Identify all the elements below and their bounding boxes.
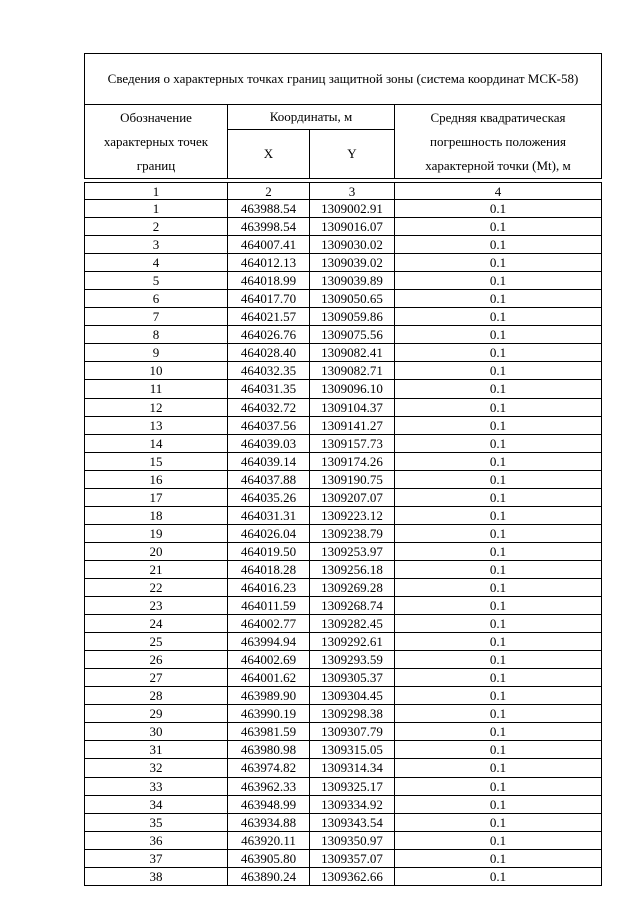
table-row bbox=[85, 434, 602, 452]
error-cell: 0.1 bbox=[395, 813, 602, 831]
coord-y-cell: 1309256.18 bbox=[310, 560, 395, 578]
point-number-cell: 18 bbox=[85, 506, 228, 524]
coord-y-cell: 1309082.41 bbox=[310, 344, 395, 362]
coord-x-cell: 464016.23 bbox=[228, 578, 310, 596]
error-cell: 0.1 bbox=[395, 651, 602, 669]
table-row bbox=[85, 795, 602, 813]
point-number-cell: 38 bbox=[85, 867, 228, 885]
error-cell: 0.1 bbox=[395, 452, 602, 470]
coord-y-cell: 1309307.79 bbox=[310, 723, 395, 741]
coord-x-cell: 464039.03 bbox=[228, 434, 310, 452]
point-number-cell: 35 bbox=[85, 813, 228, 831]
error-cell: 0.1 bbox=[395, 470, 602, 488]
coord-x-cell: 464002.77 bbox=[228, 615, 310, 633]
point-number-cell: 33 bbox=[85, 777, 228, 795]
table-title: Сведения о характерных точках границ защитной зоны (система координат МСК-58) bbox=[85, 54, 602, 105]
point-number-cell: 15 bbox=[85, 452, 228, 470]
point-number-cell: 5 bbox=[85, 272, 228, 290]
error-cell: 0.1 bbox=[395, 867, 602, 885]
table-row bbox=[85, 416, 602, 434]
coord-y-cell: 1309050.65 bbox=[310, 290, 395, 308]
error-cell: 0.1 bbox=[395, 849, 602, 867]
point-number-cell: 12 bbox=[85, 398, 228, 416]
coord-x-cell: 464026.04 bbox=[228, 524, 310, 542]
coord-y-cell: 1309174.26 bbox=[310, 452, 395, 470]
coord-y-cell: 1309016.07 bbox=[310, 218, 395, 236]
error-cell: 0.1 bbox=[395, 362, 602, 380]
table-row bbox=[85, 741, 602, 759]
coord-y-cell: 1309304.45 bbox=[310, 687, 395, 705]
point-number-cell: 19 bbox=[85, 524, 228, 542]
coord-y-cell: 1309039.02 bbox=[310, 254, 395, 272]
error-cell: 0.1 bbox=[395, 272, 602, 290]
coord-x-cell: 463990.19 bbox=[228, 705, 310, 723]
table-row bbox=[85, 560, 602, 578]
header-error: Средняя квадратическая погрешность положения характерной точки (Mt), м bbox=[395, 105, 602, 179]
error-cell: 0.1 bbox=[395, 254, 602, 272]
coord-y-cell: 1309059.86 bbox=[310, 308, 395, 326]
table-row bbox=[85, 705, 602, 723]
column-number-cell: 4 bbox=[395, 183, 602, 200]
coord-x-cell: 464035.26 bbox=[228, 488, 310, 506]
coord-y-cell: 1309314.34 bbox=[310, 759, 395, 777]
coord-y-cell: 1309002.91 bbox=[310, 200, 395, 218]
point-number-cell: 23 bbox=[85, 597, 228, 615]
table-row bbox=[85, 272, 602, 290]
coord-x-cell: 464017.70 bbox=[228, 290, 310, 308]
table-row bbox=[85, 218, 602, 236]
table-row bbox=[85, 542, 602, 560]
coord-x-cell: 464031.31 bbox=[228, 506, 310, 524]
point-number-cell: 14 bbox=[85, 434, 228, 452]
point-number-cell: 25 bbox=[85, 633, 228, 651]
table-row bbox=[85, 200, 602, 218]
coord-x-cell: 463974.82 bbox=[228, 759, 310, 777]
coord-y-cell: 1309325.17 bbox=[310, 777, 395, 795]
point-number-cell: 34 bbox=[85, 795, 228, 813]
point-number-cell: 3 bbox=[85, 236, 228, 254]
error-cell: 0.1 bbox=[395, 633, 602, 651]
coord-x-cell: 464002.69 bbox=[228, 651, 310, 669]
coord-y-cell: 1309039.89 bbox=[310, 272, 395, 290]
coord-x-cell: 463890.24 bbox=[228, 867, 310, 885]
table-row bbox=[85, 687, 602, 705]
coord-y-cell: 1309293.59 bbox=[310, 651, 395, 669]
point-number-cell: 17 bbox=[85, 488, 228, 506]
point-number-cell: 4 bbox=[85, 254, 228, 272]
table-row bbox=[85, 813, 602, 831]
column-number-row bbox=[85, 183, 602, 200]
table-row bbox=[85, 308, 602, 326]
coord-x-cell: 464039.14 bbox=[228, 452, 310, 470]
error-cell: 0.1 bbox=[395, 326, 602, 344]
coord-x-cell: 464007.41 bbox=[228, 236, 310, 254]
error-cell: 0.1 bbox=[395, 398, 602, 416]
table-row bbox=[85, 578, 602, 596]
error-cell: 0.1 bbox=[395, 506, 602, 524]
table-row bbox=[85, 759, 602, 777]
coord-y-cell: 1309334.92 bbox=[310, 795, 395, 813]
table-row bbox=[85, 849, 602, 867]
error-cell: 0.1 bbox=[395, 218, 602, 236]
point-number-cell: 28 bbox=[85, 687, 228, 705]
error-cell: 0.1 bbox=[395, 200, 602, 218]
coord-y-cell: 1309269.28 bbox=[310, 578, 395, 596]
table-row bbox=[85, 290, 602, 308]
data-table bbox=[84, 182, 602, 886]
error-cell: 0.1 bbox=[395, 578, 602, 596]
error-cell: 0.1 bbox=[395, 615, 602, 633]
point-number-cell: 24 bbox=[85, 615, 228, 633]
table-row bbox=[85, 524, 602, 542]
point-number-cell: 22 bbox=[85, 578, 228, 596]
point-number-cell: 30 bbox=[85, 723, 228, 741]
coord-y-cell: 1309305.37 bbox=[310, 669, 395, 687]
coord-x-cell: 464018.28 bbox=[228, 560, 310, 578]
coord-y-cell: 1309350.97 bbox=[310, 831, 395, 849]
header-table bbox=[84, 53, 602, 179]
coord-y-cell: 1309157.73 bbox=[310, 434, 395, 452]
coord-y-cell: 1309207.07 bbox=[310, 488, 395, 506]
error-cell: 0.1 bbox=[395, 669, 602, 687]
error-cell: 0.1 bbox=[395, 560, 602, 578]
table-row bbox=[85, 254, 602, 272]
coord-x-cell: 463998.54 bbox=[228, 218, 310, 236]
point-number-cell: 27 bbox=[85, 669, 228, 687]
coord-x-cell: 464019.50 bbox=[228, 542, 310, 560]
coord-x-cell: 463980.98 bbox=[228, 741, 310, 759]
error-cell: 0.1 bbox=[395, 290, 602, 308]
error-cell: 0.1 bbox=[395, 236, 602, 254]
table-row bbox=[85, 615, 602, 633]
coord-x-cell: 464032.72 bbox=[228, 398, 310, 416]
coord-x-cell: 464031.35 bbox=[228, 380, 310, 398]
error-cell: 0.1 bbox=[395, 488, 602, 506]
coord-x-cell: 464021.57 bbox=[228, 308, 310, 326]
coord-x-cell: 464037.56 bbox=[228, 416, 310, 434]
point-number-cell: 31 bbox=[85, 741, 228, 759]
error-cell: 0.1 bbox=[395, 723, 602, 741]
table-row bbox=[85, 867, 602, 885]
point-number-cell: 10 bbox=[85, 362, 228, 380]
point-number-cell: 2 bbox=[85, 218, 228, 236]
coord-x-cell: 463948.99 bbox=[228, 795, 310, 813]
table-row bbox=[85, 597, 602, 615]
coord-x-cell: 463962.33 bbox=[228, 777, 310, 795]
coord-y-cell: 1309238.79 bbox=[310, 524, 395, 542]
error-cell: 0.1 bbox=[395, 597, 602, 615]
point-number-cell: 21 bbox=[85, 560, 228, 578]
point-number-cell: 11 bbox=[85, 380, 228, 398]
coord-x-cell: 463981.59 bbox=[228, 723, 310, 741]
table-row bbox=[85, 651, 602, 669]
point-number-cell: 20 bbox=[85, 542, 228, 560]
error-cell: 0.1 bbox=[395, 795, 602, 813]
point-number-cell: 13 bbox=[85, 416, 228, 434]
error-cell: 0.1 bbox=[395, 524, 602, 542]
column-number-cell: 3 bbox=[310, 183, 395, 200]
point-number-cell: 6 bbox=[85, 290, 228, 308]
point-number-cell: 32 bbox=[85, 759, 228, 777]
coord-x-cell: 464028.40 bbox=[228, 344, 310, 362]
coord-x-cell: 463989.90 bbox=[228, 687, 310, 705]
point-number-cell: 8 bbox=[85, 326, 228, 344]
point-number-cell: 29 bbox=[85, 705, 228, 723]
coord-x-cell: 464001.62 bbox=[228, 669, 310, 687]
coord-x-cell: 464032.35 bbox=[228, 362, 310, 380]
table-row bbox=[85, 777, 602, 795]
coord-y-cell: 1309253.97 bbox=[310, 542, 395, 560]
table-row bbox=[85, 380, 602, 398]
coord-x-cell: 463905.80 bbox=[228, 849, 310, 867]
header-coordinates: Координаты, м bbox=[228, 105, 395, 130]
coord-y-cell: 1309343.54 bbox=[310, 813, 395, 831]
header-designation: Обозначение характерных точек границ bbox=[85, 105, 228, 179]
coord-y-cell: 1309104.37 bbox=[310, 398, 395, 416]
error-cell: 0.1 bbox=[395, 831, 602, 849]
table-row bbox=[85, 633, 602, 651]
coord-x-cell: 464037.88 bbox=[228, 470, 310, 488]
header-x: X bbox=[228, 130, 310, 179]
table-row bbox=[85, 236, 602, 254]
error-cell: 0.1 bbox=[395, 777, 602, 795]
error-cell: 0.1 bbox=[395, 416, 602, 434]
point-number-cell: 26 bbox=[85, 651, 228, 669]
column-number-cell: 2 bbox=[228, 183, 310, 200]
table-row bbox=[85, 470, 602, 488]
point-number-cell: 37 bbox=[85, 849, 228, 867]
coord-y-cell: 1309190.75 bbox=[310, 470, 395, 488]
error-cell: 0.1 bbox=[395, 705, 602, 723]
table-row bbox=[85, 398, 602, 416]
coord-x-cell: 464011.59 bbox=[228, 597, 310, 615]
coord-x-cell: 463934.88 bbox=[228, 813, 310, 831]
coord-y-cell: 1309268.74 bbox=[310, 597, 395, 615]
point-number-cell: 1 bbox=[85, 200, 228, 218]
point-number-cell: 36 bbox=[85, 831, 228, 849]
error-cell: 0.1 bbox=[395, 344, 602, 362]
error-cell: 0.1 bbox=[395, 434, 602, 452]
coord-x-cell: 464018.99 bbox=[228, 272, 310, 290]
coord-x-cell: 463988.54 bbox=[228, 200, 310, 218]
error-cell: 0.1 bbox=[395, 741, 602, 759]
point-number-cell: 7 bbox=[85, 308, 228, 326]
error-cell: 0.1 bbox=[395, 380, 602, 398]
coord-y-cell: 1309141.27 bbox=[310, 416, 395, 434]
table-row bbox=[85, 723, 602, 741]
table-row bbox=[85, 326, 602, 344]
coord-y-cell: 1309030.02 bbox=[310, 236, 395, 254]
table-row bbox=[85, 506, 602, 524]
coord-y-cell: 1309223.12 bbox=[310, 506, 395, 524]
coord-y-cell: 1309082.71 bbox=[310, 362, 395, 380]
error-cell: 0.1 bbox=[395, 687, 602, 705]
error-cell: 0.1 bbox=[395, 542, 602, 560]
coord-y-cell: 1309315.05 bbox=[310, 741, 395, 759]
error-cell: 0.1 bbox=[395, 759, 602, 777]
table-row bbox=[85, 452, 602, 470]
error-cell: 0.1 bbox=[395, 308, 602, 326]
coord-y-cell: 1309298.38 bbox=[310, 705, 395, 723]
table-row bbox=[85, 488, 602, 506]
table-row bbox=[85, 344, 602, 362]
coord-x-cell: 463920.11 bbox=[228, 831, 310, 849]
document-page bbox=[84, 53, 601, 886]
table-row bbox=[85, 362, 602, 380]
header-y: Y bbox=[310, 130, 395, 179]
coord-y-cell: 1309282.45 bbox=[310, 615, 395, 633]
coord-y-cell: 1309362.66 bbox=[310, 867, 395, 885]
table-row bbox=[85, 669, 602, 687]
coord-y-cell: 1309096.10 bbox=[310, 380, 395, 398]
table-row bbox=[85, 831, 602, 849]
coord-y-cell: 1309292.61 bbox=[310, 633, 395, 651]
point-number-cell: 16 bbox=[85, 470, 228, 488]
coord-x-cell: 464026.76 bbox=[228, 326, 310, 344]
coord-y-cell: 1309075.56 bbox=[310, 326, 395, 344]
point-number-cell: 9 bbox=[85, 344, 228, 362]
coord-y-cell: 1309357.07 bbox=[310, 849, 395, 867]
column-number-cell: 1 bbox=[85, 183, 228, 200]
coord-x-cell: 463994.94 bbox=[228, 633, 310, 651]
coord-x-cell: 464012.13 bbox=[228, 254, 310, 272]
